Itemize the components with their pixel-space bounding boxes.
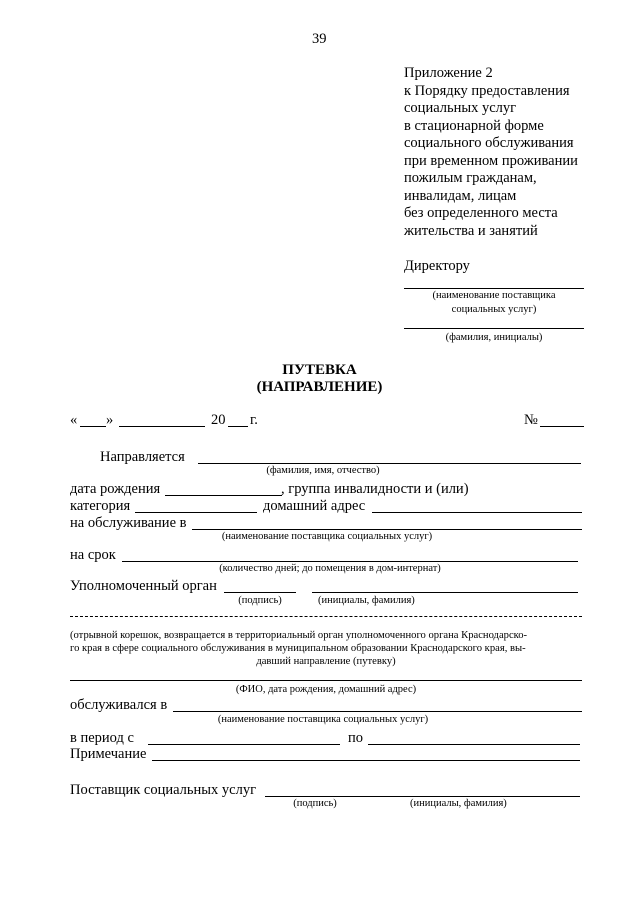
- tear-off-dashed-line: [70, 616, 582, 617]
- remark-line[interactable]: [152, 760, 580, 761]
- provider-line[interactable]: [265, 796, 580, 797]
- appendix-line: социального обслуживания: [404, 135, 574, 151]
- date-close-quote: »: [106, 412, 114, 428]
- doc-title-line1: ПУТЕВКА: [282, 362, 357, 378]
- director-label: Директору: [404, 258, 470, 274]
- page-number: 39: [312, 31, 327, 47]
- directed-line[interactable]: [198, 463, 581, 464]
- authority-initials-line[interactable]: [312, 592, 578, 593]
- directed-label: Направляется: [100, 449, 185, 465]
- appendix-line: социальных услуг: [404, 100, 517, 116]
- directed-caption: (фамилия, имя, отчество): [266, 465, 380, 476]
- birth-label: дата рождения: [70, 481, 161, 497]
- disability-label: , группа инвалидности и (или): [281, 481, 469, 497]
- appendix-line: Приложение 2: [404, 65, 493, 81]
- doc-title-line2: (НАПРАВЛЕНИЕ): [256, 379, 383, 395]
- provider-signature-caption: (подпись): [293, 798, 337, 809]
- date-month-line[interactable]: [119, 426, 205, 427]
- tear-off-note-line: давший направление (путевку): [256, 656, 396, 667]
- term-caption: (количество дней; до помещения в дом-интернат): [219, 563, 441, 574]
- date-open-quote: «: [70, 412, 78, 428]
- date-year-prefix: 20: [211, 412, 226, 428]
- period-from-line[interactable]: [148, 744, 340, 745]
- appendix-line: в стационарной форме: [404, 117, 544, 134]
- number-sign: №: [524, 412, 538, 428]
- period-to-line[interactable]: [368, 744, 580, 745]
- appendix-line: к Порядку предоставления: [404, 82, 570, 99]
- number-line[interactable]: [540, 426, 584, 427]
- category-line[interactable]: [135, 512, 257, 513]
- remark-label: Примечание: [70, 746, 147, 762]
- director-name-line[interactable]: [404, 328, 584, 329]
- date-day-line[interactable]: [80, 426, 106, 427]
- provider-initials-caption: (инициалы, фамилия): [410, 798, 507, 809]
- served-caption: (наименование поставщика социальных услуг): [217, 714, 429, 725]
- director-provider-line[interactable]: [404, 288, 584, 289]
- category-label: категория: [70, 498, 131, 514]
- service-caption: (наименование поставщика социальных услуг): [221, 531, 433, 542]
- term-label: на срок: [70, 547, 116, 563]
- date-year-line[interactable]: [228, 426, 248, 427]
- authority-signature-caption: (подпись): [238, 595, 282, 606]
- tear-off-note-line: (отрывной корешок, возвращается в территориальный орган уполномоченного органа Краснодарско-: [70, 630, 528, 641]
- appendix-line: без определенного места: [404, 205, 558, 221]
- term-line[interactable]: [122, 561, 578, 562]
- served-line[interactable]: [173, 711, 582, 712]
- period-label: в период с: [70, 730, 134, 746]
- period-to-label: по: [348, 730, 364, 746]
- authority-signature-line[interactable]: [224, 592, 296, 593]
- provider-label: Поставщик социальных услуг: [70, 782, 257, 798]
- director-provider-caption-1: (наименование поставщика: [432, 290, 556, 301]
- fio-line[interactable]: [70, 680, 582, 681]
- appendix-line: инвалидам, лицам: [404, 187, 517, 204]
- service-label: на обслуживание в: [70, 515, 187, 531]
- address-line[interactable]: [372, 512, 582, 513]
- address-label: домашний адрес: [263, 498, 366, 514]
- appendix-line: пожилым гражданам,: [404, 170, 537, 186]
- served-label: обслуживался в: [70, 697, 168, 713]
- tear-off-note-line: го края в сфере социального обслуживания в муниципальном образовании Краснодарского края, вы-: [70, 643, 526, 654]
- birth-line[interactable]: [165, 495, 282, 496]
- fio-caption: (ФИО, дата рождения, домашний адрес): [235, 684, 417, 695]
- appendix-line: жительства и занятий: [404, 222, 538, 239]
- authority-label: Уполномоченный орган: [70, 578, 217, 594]
- date-year-suffix: г.: [250, 412, 258, 428]
- director-provider-caption-2: социальных услуг): [451, 304, 537, 315]
- service-line[interactable]: [192, 529, 582, 530]
- appendix-line: при временном проживании: [404, 152, 578, 169]
- tear-off-note: [70, 629, 582, 668]
- appendix-block: [404, 65, 578, 240]
- authority-initials-caption: (инициалы, фамилия): [318, 595, 415, 606]
- director-name-caption: (фамилия, инициалы): [445, 332, 543, 343]
